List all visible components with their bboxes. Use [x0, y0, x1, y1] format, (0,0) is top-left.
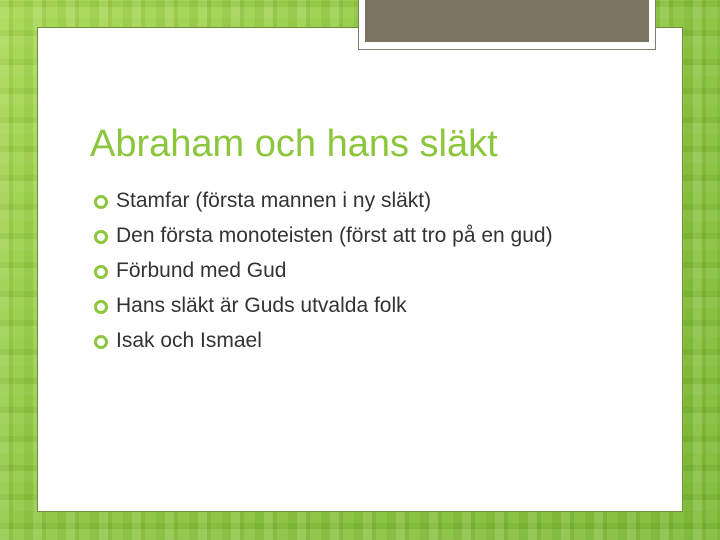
circle-bullet-icon [94, 265, 108, 279]
bullet-text: Förbund med Gud [116, 259, 287, 282]
circle-bullet-icon [94, 195, 108, 209]
circle-bullet-icon [94, 335, 108, 349]
bullet-text: Den första monoteisten (först att tro på en gud) [116, 224, 553, 247]
circle-bullet-icon [94, 300, 108, 314]
bullet-item[interactable] [94, 256, 654, 286]
bullet-item[interactable] [94, 326, 654, 356]
bullet-text: Stamfar (första mannen i ny släkt) [116, 189, 432, 212]
bullet-item[interactable] [94, 291, 654, 321]
bullet-list [94, 186, 654, 361]
decorative-tab-frame [358, 0, 656, 50]
decorative-tab [365, 0, 649, 42]
bullet-text: Hans släkt är Guds utvalda folk [116, 294, 407, 317]
bullet-item[interactable] [94, 221, 654, 251]
slide-title[interactable]: Abraham och hans släkt [90, 123, 498, 165]
bullet-item[interactable] [94, 186, 654, 216]
bullet-text: Isak och Ismael [116, 329, 262, 352]
circle-bullet-icon [94, 230, 108, 244]
